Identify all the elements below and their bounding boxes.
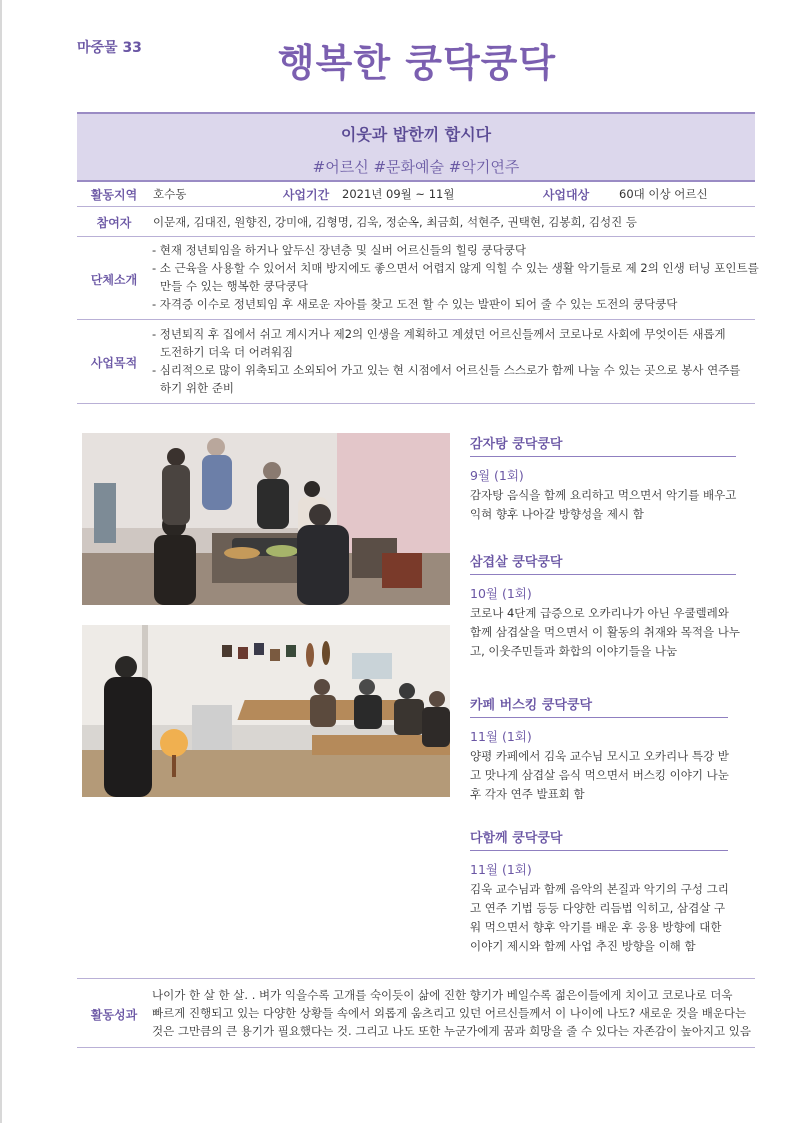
purpose-line: 하기 위한 준비 (160, 381, 234, 395)
purpose-text (152, 325, 752, 397)
program-title: 이웃과 밥한끼 합시다 (340, 125, 492, 144)
group-intro-label: 단체소개 (90, 273, 138, 287)
purpose-line: - 정년퇴직 후 집에서 쉬고 계시거나 제2의 인생을 계획하고 계셨던 어르신들께서 코로나로 사회에 무엇이든 새롭게 (152, 327, 726, 341)
group-intro-row (77, 237, 759, 320)
activity-description (470, 880, 750, 956)
result-row (77, 978, 755, 1048)
activity-line: 김욱 교수님과 함께 음악의 본질과 악기의 구성 그리 (470, 882, 729, 896)
program-header (77, 112, 755, 182)
period-value: 2021년 09월 ~ 11월 (342, 187, 455, 201)
activity-divider (470, 574, 736, 575)
group-intro-text (152, 241, 759, 313)
activity-date: 11월 (1회) (470, 729, 532, 744)
activity-title: 감자탕 쿵닥쿵닥 (470, 437, 563, 452)
activity-date: 10월 (1회) (470, 586, 532, 601)
activity-description (470, 747, 750, 804)
doc-number: 마중물 33 (77, 40, 142, 56)
activity-title: 카페 버스킹 쿵닥쿵닥 (470, 698, 593, 713)
activity-divider (470, 717, 728, 718)
result-label: 활동성과 (90, 1008, 138, 1022)
group-intro-line: - 소 근육을 사용할 수 있어서 치매 방지에도 좋으면서 어렵지 않게 익힐 수 있는 생활 악기들로 제 2의 인생 터닝 포인트를 (152, 261, 759, 275)
purpose-line: 도전하기 더욱 더 어려워짐 (160, 345, 294, 359)
activity-description (470, 604, 750, 661)
activity-line: 고, 이웃주민들과 화합의 이야기들을 나눔 (470, 644, 678, 658)
result-line: 것은 그만큼의 큰 용기가 필요했다는 것. 그리고 나도 또한 누군가에게 꿈과 희망을 줄 수 있다는 자존감이 높아지고 있음 (152, 1024, 752, 1038)
photo-cooking-image (82, 433, 450, 605)
group-intro-line: - 현재 정년퇴임을 하거나 앞두신 장년층 및 실버 어르신들의 힐링 쿵닥쿵닥 (152, 243, 526, 257)
activity-title: 다함께 쿵닥쿵닥 (470, 831, 563, 846)
page-edge (0, 0, 2, 1123)
result-text (152, 986, 752, 1040)
group-intro-line: 만들 수 있는 행복한 쿵닥쿵닥 (160, 279, 308, 293)
participants-row (77, 207, 755, 237)
activity-line: 이야기 제시와 함께 사업 추진 방향을 이해 함 (470, 939, 696, 953)
activity-line: 익혀 향후 나아갈 방향성을 제시 함 (470, 507, 644, 521)
activity-line: 고 맛나게 삼겹살 음식 먹으면서 버스킹 이야기 나눈 (470, 768, 729, 782)
activity-line: 워 먹으면서 향후 악기를 배운 후 응용 방향에 대한 (470, 920, 722, 934)
area-label: 활동지역 (90, 188, 138, 202)
activity-date: 11월 (1회) (470, 862, 532, 877)
activity-description (470, 486, 750, 524)
participants-label: 참여자 (96, 216, 132, 230)
activity-title: 삼겹살 쿵닥쿵닥 (470, 555, 563, 570)
photo-class (82, 625, 450, 797)
group-intro-line: - 자격증 이수로 정년퇴임 후 새로운 자아를 찾고 도전 할 수 있는 발판이 되어 줄 수 있는 도전의 쿵닥쿵닥 (152, 297, 678, 311)
area-value: 호수동 (153, 187, 187, 201)
photo-class-image (82, 625, 450, 797)
info-row (77, 180, 755, 207)
target-value: 60대 이상 어르신 (619, 187, 708, 201)
result-line: 빠르게 진행되고 있는 다양한 상황들 속에서 외롭게 움츠리고 있던 어르신들께서 이 나이에 나도? 새로운 것을 배운다는 (152, 1006, 747, 1020)
hashtags: #어르신 #문화예술 #악기연주 (312, 158, 520, 176)
activity-line: 후 각자 연주 발표회 함 (470, 787, 585, 801)
participants-value: 이문재, 김대진, 원향진, 강미애, 김형명, 김욱, 정순옥, 최금희, 석현주, 권택현, 김봉희, 김성진 등 (153, 215, 637, 229)
activity-line: 코로나 4단계 급증으로 오카리나가 아닌 우쿨렐레와 (470, 606, 729, 620)
purpose-label: 사업목적 (90, 356, 138, 370)
purpose-row (77, 320, 755, 404)
activity-divider (470, 456, 736, 457)
activity-line: 함께 삼겹살을 먹으면서 이 활동의 취재와 목적을 나누 (470, 625, 740, 639)
activity-line: 고 연주 기법 등등 다양한 리듬법 익히고, 삼겹살 구 (470, 901, 726, 915)
purpose-line: - 심리적으로 많이 위축되고 소외되어 가고 있는 현 시점에서 어르신들 스스로가 함께 나눌 수 있는 곳으로 봉사 연주를 (152, 363, 741, 377)
activity-date: 9월 (1회) (470, 468, 524, 483)
result-line: 나이가 한 살 한 살. . 벼가 익을수록 고개를 숙이듯이 삶에 진한 향기가 베일수록 젊은이들에게 치이고 코로나로 더욱 (152, 988, 733, 1002)
photo-cooking (82, 433, 450, 605)
activity-line: 감자탕 음식을 함께 요리하고 먹으면서 악기를 배우고 (470, 488, 737, 502)
period-label: 사업기간 (282, 188, 330, 202)
target-label: 사업대상 (542, 188, 590, 202)
activity-divider (470, 850, 728, 851)
activity-line: 양평 카페에서 김욱 교수님 모시고 오카리나 특강 받 (470, 749, 729, 763)
main-title: 행복한 쿵닥쿵닥 (277, 41, 557, 85)
